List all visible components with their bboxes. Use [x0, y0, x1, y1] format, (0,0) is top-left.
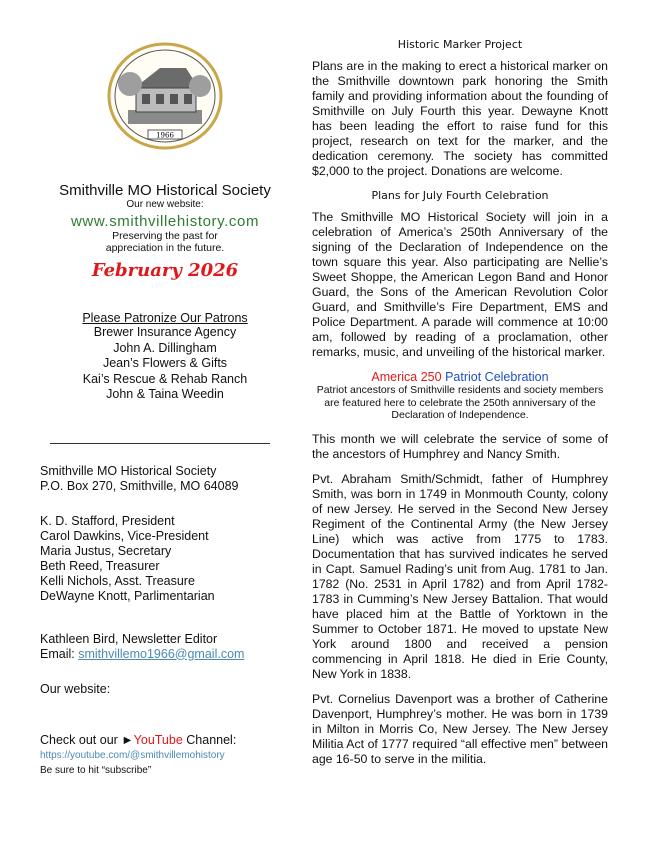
officer: DeWayne Knott, Parlimentarian [40, 588, 215, 603]
youtube-row [40, 733, 290, 748]
divider [50, 443, 270, 444]
patron-item: Brewer Insurance Agency [93, 325, 237, 339]
editor-block [40, 632, 290, 662]
left-column [40, 40, 290, 778]
marker-heading: Historic Marker Project [397, 38, 523, 51]
subscribe-hint: Be sure to hit “subscribe” [40, 764, 152, 776]
officer: K. D. Stafford, President [40, 513, 175, 528]
society-name: Smithville MO Historical Society [59, 182, 271, 199]
youtube-word: YouTube [133, 732, 183, 747]
america-250-red: America 250 [371, 370, 442, 384]
society-logo [100, 40, 230, 152]
america-250-blue: Patriot Celebration [445, 370, 549, 384]
patron-item: Kai’s Rescue & Rehab Ranch [82, 371, 248, 386]
right-column [312, 38, 608, 777]
july-text: The Smithville MO Historical Society will join in a celebration of America’s 250th Anniversary of the signing of the Declaration of Independence on the town square this year. Also participating are Nellie’s Sweet Shoppe, the American Legon Band and Honor Guard, the Sons of the American Revolution Color Guard, and Smithville’s Fire Department, EMS and Police Department. A parade will commence at 10:00 am, followed by reading of a proclamation, other remarks, music, and unveiling of the historical marker. [312, 210, 608, 359]
youtube-link[interactable]: https://youtube.com/@smithvillemohistory [40, 749, 225, 761]
officer: Carol Dawkins, Vice-President [40, 528, 209, 543]
america-250-heading [312, 370, 608, 384]
cornelius-text: Pvt. Cornelius Davenport was a brother of Catherine Davenport, Humphrey’s mother. He was born in 1739 in Milton in Morris Co, New Jersey. The New Jersey Militia Act of 1777 required “all effective men” between age 16-50 to serve in the militia. [312, 691, 608, 766]
officer: Beth Reed, Treasurer [40, 558, 160, 573]
july-heading: Plans for July Fourth Celebration [371, 189, 549, 202]
email-label: Email: [40, 646, 75, 661]
marker-text: Plans are in the making to erect a historical marker on the Smithville downtown park honoring the Smith family and providing information about the founding of Smithville on July Fourth this year. Dewayne Knott has been leading the effort to raise fund for this project, research on text for the marker, and the dedication ceremony. The society has committed $2,000 to the project. Donations are welcome. [312, 59, 608, 178]
address-block [40, 464, 290, 494]
youtube-block [40, 733, 290, 778]
officers-list [40, 514, 290, 604]
email-row [40, 647, 290, 662]
officer: Maria Justus, Secretary [40, 543, 172, 558]
website-label: Our website: [40, 681, 111, 696]
new-website-label: Our new website: [126, 199, 204, 210]
logo-year: 1966 [156, 131, 174, 140]
patron-item: Jean’s Flowers & Gifts [102, 356, 228, 370]
officer: Kelli Nichols, Asst. Treasure [40, 573, 195, 588]
patron-item: John & Taina Weedin [106, 387, 224, 401]
tagline-line1: Preserving the past for [112, 230, 218, 242]
america-250-sub: Patriot ancestors of Smithville residents and society members are featured here to celebrate the 250th anniversary of the Declaration of Independence. [316, 384, 604, 421]
patrons-heading: Please Patronize Our Patrons [82, 311, 248, 325]
abraham-text: Pvt. Abraham Smith/Schmidt, father of Humphrey Smith, was born in 1749 in Monmouth County, colony of new Jersey. He served in the Second New Jersey Regiment of the Continental Army (the New Jersey Line) which was active from 1775 to 1783. Documentation that has survived indicates he served in Capt. Samuel Rading’s unit from Aug. 1781 to Jan. 1782 (No. 2531 in April 1782) and from April 1782-1783 in Cumming’s New Jersey Battalion. That would have placed him at the Battle of Yorktown in the Summer to October 1871. He moved to upstate New York around 1800 and received a pension commencing in April 1818. He died in Erie County, New York in 1838. [312, 471, 608, 681]
society-seal-icon [100, 40, 230, 152]
address-line: P.O. Box 270, Smithville, MO 64089 [40, 478, 239, 493]
email-link[interactable]: smithvillemo1966@gmail.com [78, 646, 245, 661]
address-line: Smithville MO Historical Society [40, 463, 217, 478]
editor: Kathleen Bird, Newsletter Editor [40, 631, 218, 646]
youtube-prefix: Check out our ► [40, 732, 134, 747]
youtube-suffix: Channel: [182, 732, 237, 747]
month-text: This month we will celebrate the service of some of the ancestors of Humphrey and Nancy Smith. [312, 431, 608, 461]
issue-date: February 2026 [91, 260, 239, 281]
tagline-line2: appreciation in the future. [105, 242, 225, 254]
website-link[interactable]: www.smithvillehistory.com [70, 213, 260, 230]
patron-item: John A. Dillingham [113, 340, 217, 355]
